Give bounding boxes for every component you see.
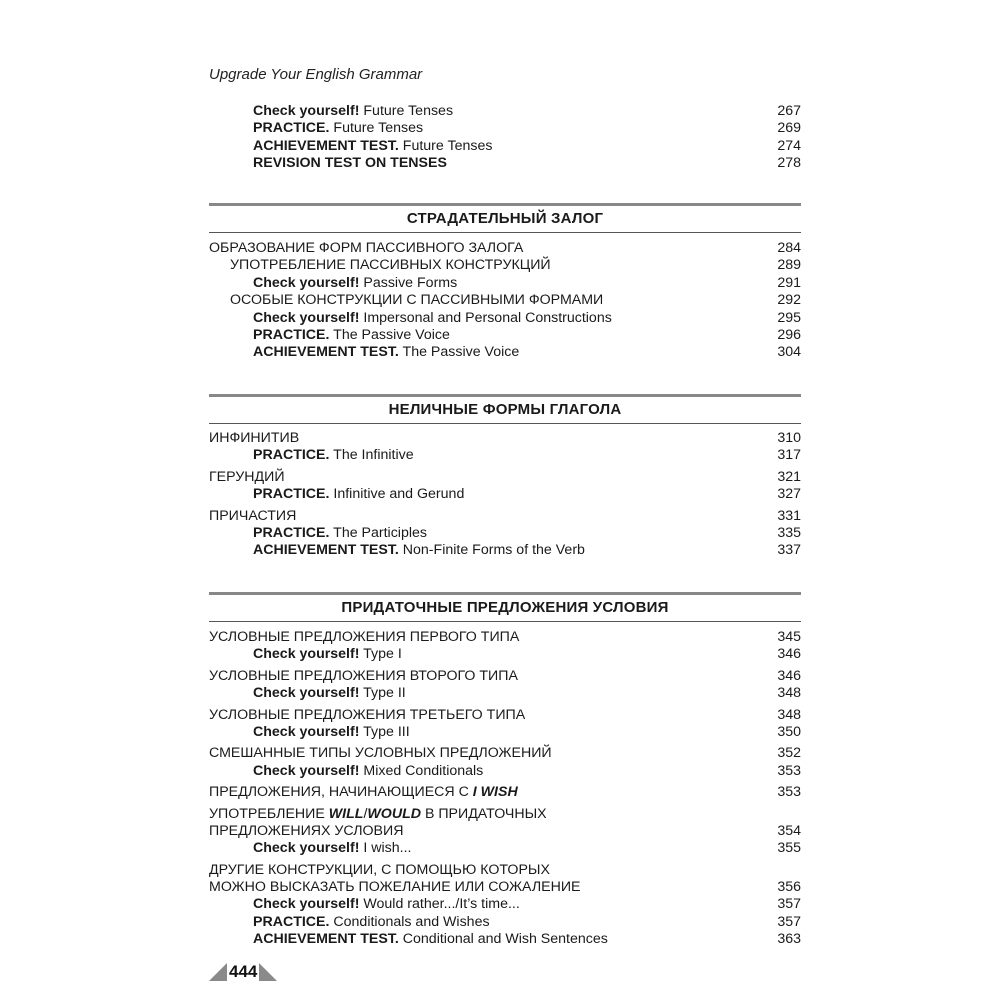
entry-title: Type III <box>359 723 410 740</box>
toc-entry[interactable] <box>209 931 801 948</box>
entry-title: ОБРАЗОВАНИЕ ФОРМ ПАССИВНОГО ЗАЛОГА <box>209 240 524 256</box>
toc-entry[interactable] <box>209 447 801 464</box>
toc-entry[interactable] <box>209 685 801 702</box>
corner-triangle-right-icon <box>259 963 277 981</box>
entry-page: 348 <box>777 706 801 723</box>
toc-entry[interactable] <box>209 103 801 120</box>
entry-page: 317 <box>777 447 801 464</box>
entry-page: 355 <box>777 840 801 857</box>
entry-keyword: Check yourself! <box>253 309 360 326</box>
section-heading-conditionals: ПРИДАТОЧНЫЕ ПРЕДЛОЖЕНИЯ УСЛОВИЯ <box>209 592 801 622</box>
section-heading-non-finite: НЕЛИЧНЫЕ ФОРМЫ ГЛАГОЛА <box>209 394 801 424</box>
entry-keyword: Check yourself! <box>253 840 360 857</box>
page-footer <box>209 961 277 983</box>
entry-page: 289 <box>777 257 801 274</box>
entry-keyword: PRACTICE. <box>253 120 330 137</box>
entry-page: 292 <box>777 292 801 309</box>
entry-title: Type II <box>359 685 406 702</box>
entry-page: 269 <box>777 120 801 137</box>
entry-title: ПРЕДЛОЖЕНИЯХ УСЛОВИЯ <box>209 822 404 839</box>
toc-entry[interactable] <box>209 724 801 741</box>
entry-title: Would rather.../It’s time... <box>359 896 520 913</box>
entry-title: ПРЕДЛОЖЕНИЯ, НАЧИНАЮЩИЕСЯ С <box>209 784 473 801</box>
toc-entry-line2[interactable] <box>209 879 801 896</box>
entry-title: Conditional and Wish Sentences <box>398 931 608 948</box>
entry-page: 352 <box>777 745 801 762</box>
toc-block-non-finite <box>209 430 801 560</box>
entry-keyword: PRACTICE. <box>253 913 330 930</box>
entry-title: УСЛОВНЫЕ ПРЕДЛОЖЕНИЯ ВТОРОГО ТИПА <box>209 667 518 684</box>
entry-page: 274 <box>777 137 801 154</box>
toc-block-conditionals <box>209 629 801 949</box>
entry-page: 357 <box>777 896 801 913</box>
toc-entry[interactable] <box>209 745 801 762</box>
entry-title: Passive Forms <box>359 274 458 291</box>
toc-entry[interactable] <box>209 707 801 724</box>
toc-entry-line1[interactable] <box>209 862 801 879</box>
corner-triangle-left-icon <box>209 963 227 981</box>
entry-keyword: PRACTICE. <box>253 524 330 541</box>
entry-keyword: ACHIEVEMENT TEST. <box>253 542 399 559</box>
toc-entry[interactable] <box>209 275 801 292</box>
entry-keyword: Check yourself! <box>253 685 360 702</box>
entry-title: СМЕШАННЫЕ ТИПЫ УСЛОВНЫХ ПРЕДЛОЖЕНИЙ <box>209 745 552 762</box>
toc-block-passive <box>209 240 801 362</box>
entry-title: The Passive Voice <box>329 326 450 343</box>
entry-keyword: PRACTICE. <box>253 447 330 464</box>
entry-title: Mixed Conditionals <box>359 762 484 779</box>
entry-keyword: Check yourself! <box>253 274 360 291</box>
entry-page: 356 <box>777 879 801 896</box>
toc-entry[interactable] <box>209 525 801 542</box>
entry-title: Non-Finite Forms of the Verb <box>398 542 585 559</box>
entry-page: 284 <box>777 240 801 256</box>
entry-title: Impersonal and Personal Constructions <box>359 309 612 326</box>
entry-keyword: REVISION TEST ON TENSES <box>253 155 447 172</box>
entry-keyword: WILL <box>328 805 364 822</box>
toc-entry[interactable] <box>209 914 801 931</box>
entry-title: Future Tenses <box>359 103 454 119</box>
toc-entry[interactable] <box>209 430 801 447</box>
entry-title: УСЛОВНЫЕ ПРЕДЛОЖЕНИЯ ТРЕТЬЕГО ТИПА <box>209 706 526 723</box>
entry-keyword: I WISH <box>472 784 518 801</box>
entry-page: 335 <box>777 524 801 541</box>
entry-title: УСЛОВНЫЕ ПРЕДЛОЖЕНИЯ ПЕРВОГО ТИПА <box>209 629 520 645</box>
entry-title: Future Tenses <box>329 120 424 137</box>
section-heading-passive: СТРАДАТЕЛЬНЫЙ ЗАЛОГ <box>209 203 801 233</box>
entry-page: 348 <box>777 685 801 702</box>
entry-title: ПРИЧАСТИЯ <box>209 507 297 524</box>
entry-page: 337 <box>777 542 801 559</box>
entry-keyword: Check yourself! <box>253 896 360 913</box>
entry-title: Infinitive and Gerund <box>329 486 465 503</box>
toc-entry[interactable] <box>209 120 801 137</box>
toc-entry[interactable] <box>209 344 801 361</box>
entry-page: 310 <box>777 430 801 446</box>
toc-entry[interactable] <box>209 469 801 486</box>
entry-title: ДРУГИЕ КОНСТРУКЦИИ, С ПОМОЩЬЮ КОТОРЫХ <box>209 861 550 878</box>
entry-keyword: WOULD <box>367 805 421 822</box>
entry-keyword: Check yourself! <box>253 723 360 740</box>
entry-page: 353 <box>777 762 801 779</box>
entry-page: 304 <box>777 344 801 361</box>
toc-entry[interactable] <box>209 542 801 559</box>
entry-title: УПОТРЕБЛЕНИЕ <box>209 805 329 822</box>
entry-title: В ПРИДАТОЧНЫХ <box>421 805 547 822</box>
entry-keyword: Check yourself! <box>253 103 360 119</box>
entry-page: 295 <box>777 309 801 326</box>
toc-entry[interactable] <box>209 668 801 685</box>
entry-page: 346 <box>777 646 801 663</box>
toc-entry[interactable] <box>209 240 801 257</box>
entry-page: 354 <box>777 822 801 839</box>
entry-title: ОСОБЫЕ КОНСТРУКЦИИ С ПАССИВНЫМИ ФОРМАМИ <box>230 292 604 309</box>
entry-title: ГЕРУНДИЙ <box>209 468 285 485</box>
entry-page: 327 <box>777 486 801 503</box>
entry-keyword: ACHIEVEMENT TEST. <box>253 931 399 948</box>
entry-page: 346 <box>777 667 801 684</box>
running-title: Upgrade Your English Grammar <box>209 66 423 83</box>
entry-page: 353 <box>777 784 801 801</box>
page-number: 444 <box>229 962 258 981</box>
toc-entry[interactable] <box>209 629 801 646</box>
toc-entry[interactable] <box>209 138 801 155</box>
entry-title: УПОТРЕБЛЕНИЕ ПАССИВНЫХ КОНСТРУКЦИЙ <box>230 257 551 274</box>
toc-entry[interactable] <box>209 155 801 172</box>
entry-page: 278 <box>777 155 801 172</box>
entry-title: Type I <box>359 646 402 663</box>
toc-entry-line1[interactable] <box>209 806 801 823</box>
entry-keyword: PRACTICE. <box>253 326 330 343</box>
toc-entry[interactable] <box>209 763 801 780</box>
entry-page: 345 <box>777 629 801 645</box>
entry-title: Future Tenses <box>398 137 493 154</box>
toc-entry[interactable] <box>209 508 801 525</box>
toc-entry-line2[interactable] <box>209 823 801 840</box>
entry-title: The Infinitive <box>329 447 414 464</box>
entry-title: The Passive Voice <box>398 344 520 361</box>
entry-title: Conditionals and Wishes <box>329 913 490 930</box>
entry-title: The Participles <box>329 524 427 541</box>
toc-entry[interactable] <box>209 327 801 344</box>
entry-keyword: PRACTICE. <box>253 486 330 503</box>
entry-page: 363 <box>777 931 801 948</box>
entry-page: 331 <box>777 507 801 524</box>
entry-title: I wish... <box>359 840 412 857</box>
entry-keyword: ACHIEVEMENT TEST. <box>253 344 399 361</box>
toc-entry[interactable] <box>209 486 801 503</box>
entry-page: 296 <box>777 326 801 343</box>
entry-page: 357 <box>777 913 801 930</box>
entry-page: 321 <box>777 468 801 485</box>
toc-entry[interactable] <box>209 784 801 801</box>
entry-keyword: Check yourself! <box>253 646 360 663</box>
toc-entry[interactable] <box>209 257 801 274</box>
entry-page: 350 <box>777 723 801 740</box>
entry-page: 291 <box>777 274 801 291</box>
toc-entry[interactable] <box>209 896 801 913</box>
entry-keyword: Check yourself! <box>253 762 360 779</box>
entry-title: МОЖНО ВЫСКАЗАТЬ ПОЖЕЛАНИЕ ИЛИ СОЖАЛЕНИЕ <box>209 879 581 896</box>
entry-keyword: ACHIEVEMENT TEST. <box>253 137 399 154</box>
toc-entry[interactable] <box>209 646 801 663</box>
toc-block-tenses <box>209 103 801 173</box>
entry-title: / <box>363 805 368 822</box>
entry-title: ИНФИНИТИВ <box>209 430 300 446</box>
toc-entry[interactable] <box>209 292 801 309</box>
toc-entry[interactable] <box>209 840 801 857</box>
entry-page: 267 <box>777 103 801 119</box>
toc-entry[interactable] <box>209 310 801 327</box>
